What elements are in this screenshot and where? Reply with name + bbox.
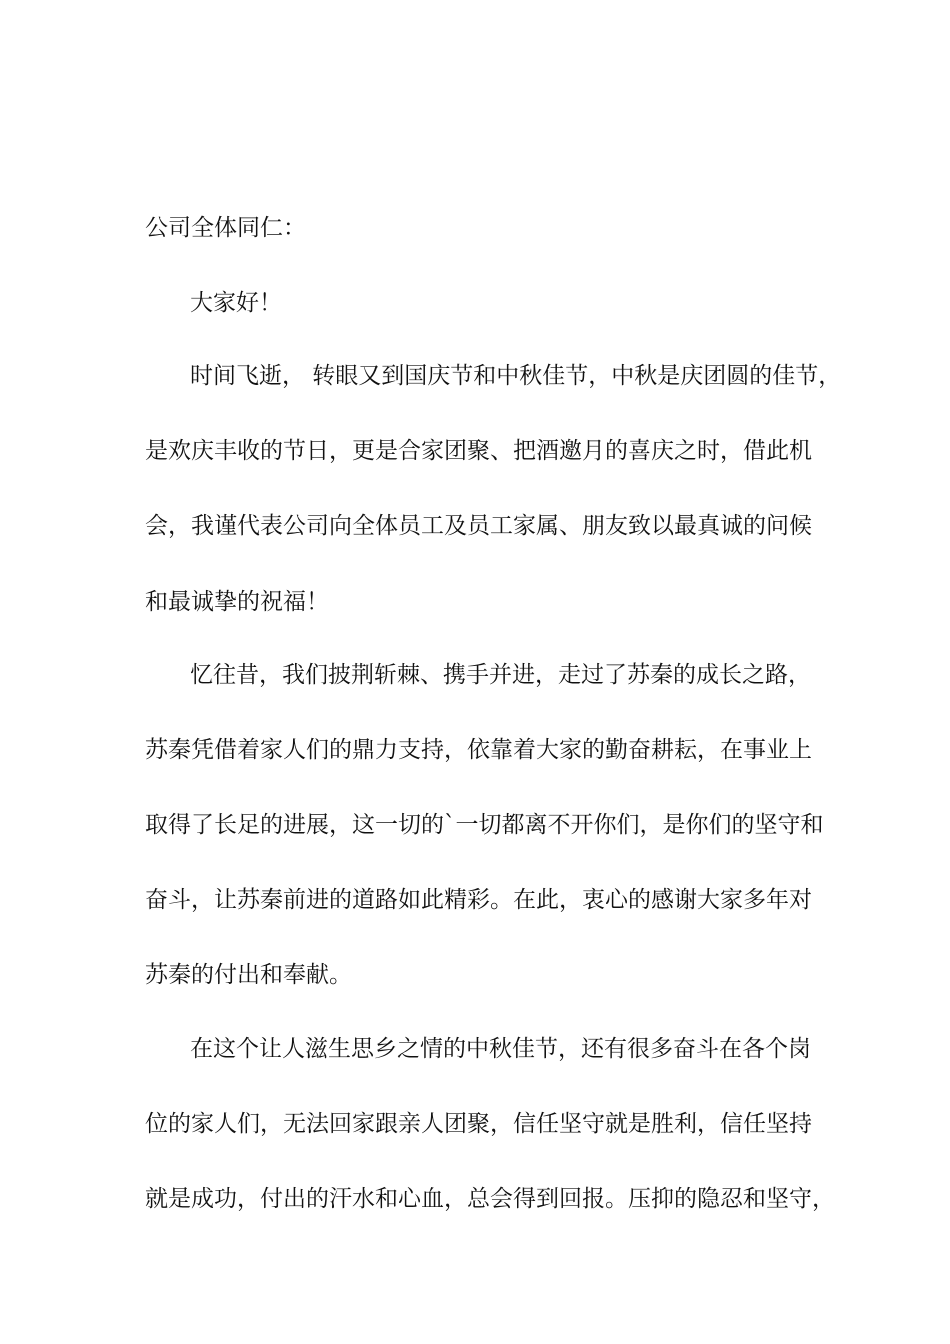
paragraph-1-line-1: 时间飞逝， 转眼又到国庆节和中秋佳节，中秋是庆团圆的佳节， (190, 363, 842, 389)
paragraph-1-line-4: 和最诚挚的祝福！ (145, 589, 329, 615)
paragraph-2-line-1: 忆往昔，我们披荆斩棘、携手并进，走过了苏秦的成长之路， (190, 662, 811, 688)
paragraph-1-line-3: 会，我谨代表公司向全体员工及员工家属、朋友致以最真诚的问候 (145, 513, 812, 539)
paragraph-2-line-2: 苏秦凭借着家人们的鼎力支持，依靠着大家的勤奋耕耘，在事业上 (145, 737, 812, 763)
greeting: 大家好！ (190, 290, 282, 316)
paragraph-2-line-5: 苏秦的付出和奉献。 (145, 962, 352, 988)
paragraph-3-line-3: 就是成功，付出的汗水和心血，总会得到回报。压抑的隐忍和坚守， (145, 1186, 835, 1212)
paragraph-1-line-2: 是欢庆丰收的节日，更是合家团聚、把酒邀月的喜庆之时，借此机 (145, 438, 812, 464)
paragraph-3-line-2: 位的家人们，无法回家跟亲人团聚，信任坚守就是胜利，信任坚持 (145, 1111, 812, 1137)
salutation: 公司全体同仁： (145, 215, 306, 241)
paragraph-2-line-3: 取得了长足的进展，这一切的`一切都离不开你们，是你们的坚守和 (145, 812, 824, 838)
paragraph-3-line-1: 在这个让人滋生思乡之情的中秋佳节，还有很多奋斗在各个岗 (190, 1036, 811, 1062)
paragraph-2-line-4: 奋斗，让苏秦前进的道路如此精彩。在此，衷心的感谢大家多年对 (145, 887, 812, 913)
